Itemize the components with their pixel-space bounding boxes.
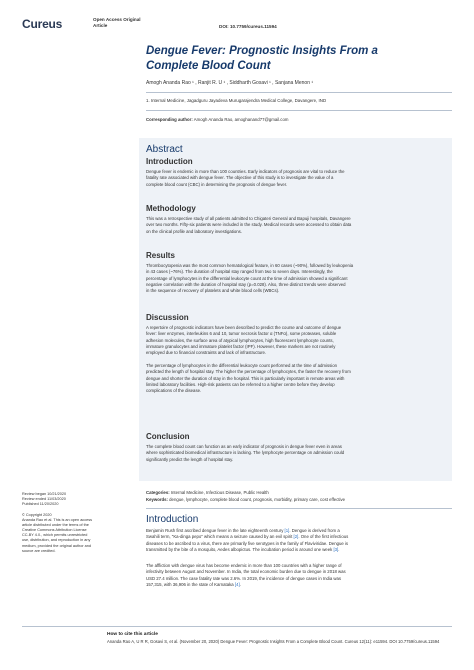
text-line: The complete blood count can function as an early indicator of prognosis in dengue fever even in areas [146, 444, 342, 449]
abstract-section-body [146, 444, 446, 463]
text-run: . Dengue is derived from a [289, 528, 340, 533]
author-list[interactable]: Amogh Ananda Rao ¹ , Ranjit R. U ¹ , Siddharth Gosavi ¹ , Sanjana Menon ¹ [146, 80, 314, 86]
abstract-panel [139, 138, 452, 481]
text-run: infectivity between August and November. In India, the total economic burden due to dengue in 2018 was [146, 569, 346, 575]
sidebar-line: Creative Commons Attribution License [22, 528, 87, 533]
sidebar-line: Published 11/20/2020 [22, 502, 59, 507]
categories-label: Categories: [146, 490, 170, 495]
abstract-section-heading: Discussion [146, 313, 189, 322]
text-line: in 43 cases (~76%). The duration of hospital stay ranged from two to seven days. Interestingly, the [146, 269, 333, 275]
abstract-section-heading: Introduction [146, 157, 193, 166]
text-run: diseases to be ascribed to a virus, there are primarily five serotypes in the family of Flaviviridae. Dengue is [146, 540, 349, 546]
title-line-1: Dengue Fever: Prognostic Insights From a [146, 45, 378, 57]
reference-link[interactable]: [2] [293, 534, 299, 540]
text-run: . One of the first infectious [298, 534, 349, 540]
reference-link[interactable]: [3] [333, 547, 339, 553]
abstract-section-body [146, 169, 446, 188]
header-doi[interactable]: DOI: 10.7759/cureus.11594 [219, 24, 277, 29]
abstract-section-heading: Methodology [146, 204, 196, 213]
text-run: . [239, 582, 241, 588]
text-line: in the sequence of recovery of platelets and white blood cells (WBCs). [146, 288, 280, 294]
copyright-notice [22, 513, 122, 554]
text-line: Thrombocytopenia was the most common hematological feature, in 60 cases (~90%), followed by leukopenia [146, 263, 354, 268]
text-run: 157,315, with 36,906 in the state of Karnataka [146, 582, 235, 588]
categories [146, 490, 269, 495]
article-type [93, 17, 141, 29]
sidebar-line: Review began 10/21/2020 [22, 492, 67, 496]
text-line: A repertoire of prognostic indicators have been described to predict the course and outcome of dengue [146, 325, 342, 330]
text-run: . [338, 547, 340, 553]
abstract-section-body [146, 216, 446, 235]
open-access-label: Open Access Original [93, 17, 141, 22]
divider [146, 92, 452, 93]
abstract-heading: Abstract [146, 144, 183, 155]
reference-link[interactable]: [1] [284, 528, 290, 533]
text-line: percentage of lymphocytes in the differential leukocyte count at the time of admission showed a significant [146, 275, 348, 281]
text-line: adhesion molecules, the surface area of atypical lymphocytes, high fluorescent lymphocyte counts, [146, 337, 334, 343]
keywords-value: dengue, lymphocyte, complete blood count, prognosis, morbidity, primary care, cost effective [169, 497, 346, 502]
keywords [146, 497, 345, 502]
cite-text: Ananda Rao A, U R R, Gosavi S, et al. (November 20, 2020) Dengue Fever: Prognostic Insights From a Complete Blood Count. Cureus 12(11): e11594. DOI 10.7759/cureus.11594 [107, 639, 440, 644]
text-line: dengue and shorter the duration of stay in the hospital. This is particularly important in remote areas with [146, 375, 345, 381]
abstract-section-body [146, 325, 446, 395]
footer-divider [22, 626, 452, 627]
cureus-logo: Cureus [22, 17, 63, 31]
affiliation: 1. Internal Medicine, Jagadguru Jayadeva Murugarajendra Medical College, Davangere, IND [146, 98, 327, 103]
abstract-section-heading: Results [146, 251, 175, 260]
cite-heading: How to cite this article [107, 632, 158, 637]
text-line: immature granulocytes and immature platelet factor (IPF). However, these markers are not routinely [146, 344, 336, 350]
text-line: fever: liver enzymes, interleukins 6 and 10, tumor necrosis factor α (TNFα), some proteases, soluble [146, 331, 337, 337]
text-run: USD 27.4 million. The case fatality rate was 2.6%. In 2019, the incidence of dengue cases in India was [146, 575, 342, 581]
text-line: where sophisticated biomedical infrastructure is lacking. The lymphocyte percentage on admission could [146, 450, 345, 456]
sidebar-line: use, distribution, and reproduction in any [22, 538, 91, 543]
categories-value[interactable]: Internal Medicine, Infectious Disease, Public Health [170, 490, 269, 495]
text-line: Dengue fever is endemic in more than 100 countries. Early indicators of prognosis are vital to reduce the [146, 169, 345, 174]
abstract-section-heading: Conclusion [146, 432, 190, 441]
title-line-2: Complete Blood Count [146, 60, 271, 72]
text-line: fatality rate associated with dengue fever. The objective of this study is to investigate the value of a [146, 175, 334, 181]
keywords-label: Keywords: [146, 497, 168, 502]
corresponding-text[interactable]: Amogh Ananda Rao, amoghanand77@gmail.com [193, 117, 289, 122]
intro-paragraph-1 [146, 528, 446, 553]
text-line: limited laboratory facilities. High-risk patients can be referred to a higher centre before they develop [146, 382, 335, 388]
text-line: complications of the disease. [146, 388, 202, 394]
sidebar-line: © Copyright 2020 [22, 513, 52, 517]
text-run: The affliction with dengue virus has become endemic in more than 100 countries with a higher range of [146, 563, 342, 568]
text-line: predicted the length of hospital stay. The higher the percentage of lymphocytes, the faster the recovery from [146, 369, 351, 375]
text-line: The percentage of lymphocytes in the differential leukocyte count performed at the time of admission [146, 363, 337, 369]
text-run: Swahili term, "Ka-dinga pepo" which means a seizure caused by an evil spirit [146, 534, 294, 540]
sidebar-line: article distributed under the terms of the [22, 523, 89, 528]
text-line: negative correlation with the duration of hospital stay (p=0.028). Also, three distinct trends were observed [146, 282, 346, 288]
text-line: complete blood count (CBC) in determining the prognosis of dengue fever. [146, 181, 288, 187]
text-line: on the clinical profile and laboratory investigations. [146, 228, 243, 234]
article-title [146, 44, 446, 74]
corresponding-label: Corresponding author: [146, 117, 193, 122]
text-line: employed due to financial constraints and lack of infrastructure. [146, 350, 267, 356]
intro-paragraph-2 [146, 563, 446, 588]
sidebar-line: Review ended 11/03/2020 [22, 497, 66, 502]
text-run: transmitted by the bite of a mosquito, Aedes albopictus. The incubation period is around one week [146, 547, 334, 553]
review-dates [22, 492, 122, 507]
divider [146, 110, 452, 111]
text-line: significantly predict the length of hospital stay. [146, 456, 234, 462]
text-run: Benjamin Rush first ascribed dengue fever in the late eighteenth century [146, 528, 285, 533]
sidebar-line: source are credited. [22, 548, 56, 553]
text-line: over two months. Fifty-six patients were included in the study. Medical records were accessed to obtain data [146, 222, 352, 228]
text-line: This was a retrospective study of all patients admitted to Chigateri General and Bapuji hospitals, Davangere [146, 216, 351, 221]
article-label: Article [93, 23, 108, 28]
introduction-heading: Introduction [146, 514, 199, 525]
abstract-section-body [146, 263, 446, 295]
reference-link[interactable]: [4] [234, 582, 240, 588]
sidebar-line: Ananda Rao et al. This is an open access [22, 518, 93, 523]
divider [146, 508, 452, 509]
corresponding-author [146, 117, 288, 122]
sidebar-line: medium, provided the original author and [22, 543, 92, 548]
sidebar-line: CC-BY 4.0., which permits unrestricted [22, 533, 88, 538]
